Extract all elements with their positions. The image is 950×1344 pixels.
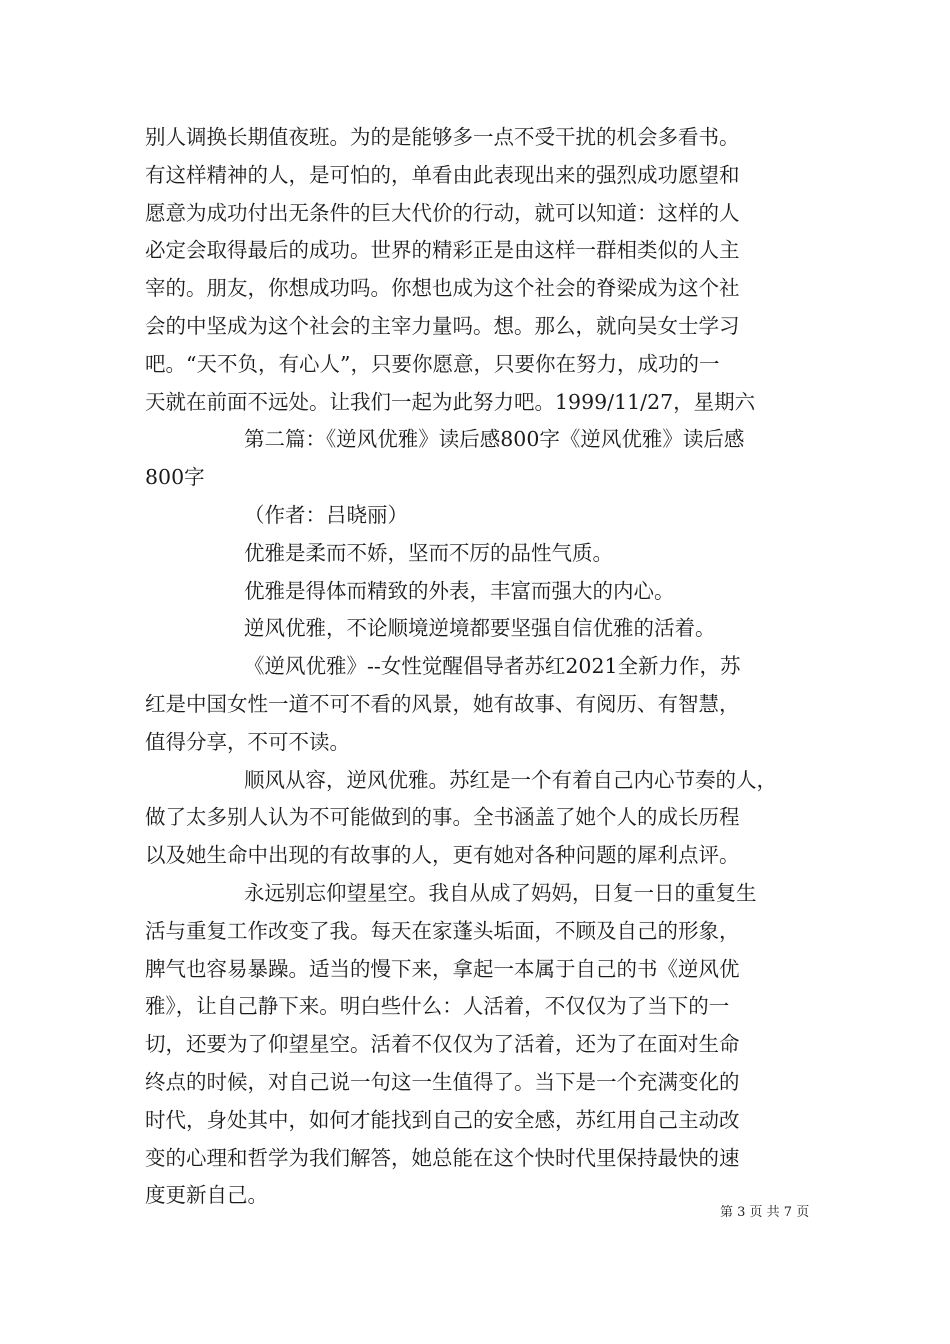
text-line: 顺风从容，逆风优雅。苏红是一个有着自己内心节奏的人， [244, 767, 777, 792]
text-line: 《逆风优雅》--女性觉醒倡导者苏红2021全新力作，苏 [244, 654, 741, 679]
text-line: 雅》，让自己静下来。明白些什么：人活着，不仅仅为了当下的一 [145, 994, 730, 1019]
text-line: 做了太多别人认为不可能做到的事。全书涵盖了她个人的成长历程 [145, 805, 740, 830]
text-line: 会的中坚成为这个社会的主宰力量吗。想。那么，就向吴女士学习 [145, 313, 740, 338]
text-line: 有这样精神的人，是可怕的，单看由此表现出来的强烈成功愿望和 [145, 162, 740, 187]
text-line: 宰的。朋友，你想成功吗。你想也成为这个社会的脊梁成为这个社 [145, 276, 740, 301]
text-line: 别人调换长期值夜班。为的是能够多一点不受干扰的机会多看书。 [145, 125, 740, 149]
text-line: 度更新自己。 [145, 1183, 268, 1208]
text-line: 优雅是柔而不娇，坚而不厉的品性气质。 [244, 540, 613, 565]
text-line: 逆风优雅，不论顺境逆境都要坚强自信优雅的活着。 [244, 616, 716, 641]
text-line: 吧。“天不负，有心人”，只要你愿意，只要你在努力，成功的一 [145, 351, 720, 376]
text-line: 终点的时候，对自己说一句这一生值得了。当下是一个充满变化的 [145, 1069, 740, 1094]
text-line: 红是中国女性一道不可不看的风景，她有故事、有阅历、有智慧， [145, 691, 740, 716]
text-line: 脾气也容易暴躁。适当的慢下来，拿起一本属于自己的书《逆风优 [145, 956, 740, 981]
text-line: 愿意为成功付出无条件的巨大代价的行动，就可以知道：这样的人 [145, 200, 740, 225]
author-line: （作者：吕晓丽） [244, 502, 408, 527]
text-line: 活与重复工作改变了我。每天在家蓬头垢面，不顾及自己的形象， [145, 918, 740, 943]
text-line: 变的心理和哲学为我们解答，她总能在这个快时代里保持最快的速 [145, 1145, 740, 1170]
text-line: 以及她生命中出现的有故事的人，更有她对各种问题的犀利点评。 [145, 843, 740, 868]
text-line: 时代，身处其中，如何才能找到自己的安全感，苏红用自己主动改 [145, 1107, 740, 1132]
text-line: 必定会取得最后的成功。世界的精彩正是由这样一群相类似的人主 [145, 238, 740, 263]
page-number: 第 3 页 共 7 页 [720, 1205, 810, 1220]
text-line: 切，还要为了仰望星空。活着不仅仅为了活着，还为了在面对生命 [145, 1032, 740, 1057]
text-line: 值得分享，不可不读。 [145, 729, 350, 754]
section-heading: 第二篇：《逆风优雅》读后感800字《逆风优雅》读后感 [244, 427, 745, 452]
text-line: 天就在前面不远处。让我们一起为此努力吧。1999/11/27，星期六 [145, 389, 756, 414]
section-heading-continued: 800字 [145, 465, 205, 490]
text-line: 优雅是得体而精致的外表，丰富而强大的内心。 [244, 578, 675, 603]
body-text [145, 119, 825, 1215]
text-line: 永远别忘仰望星空。我自从成了妈妈，日复一日的重复生 [244, 880, 757, 905]
